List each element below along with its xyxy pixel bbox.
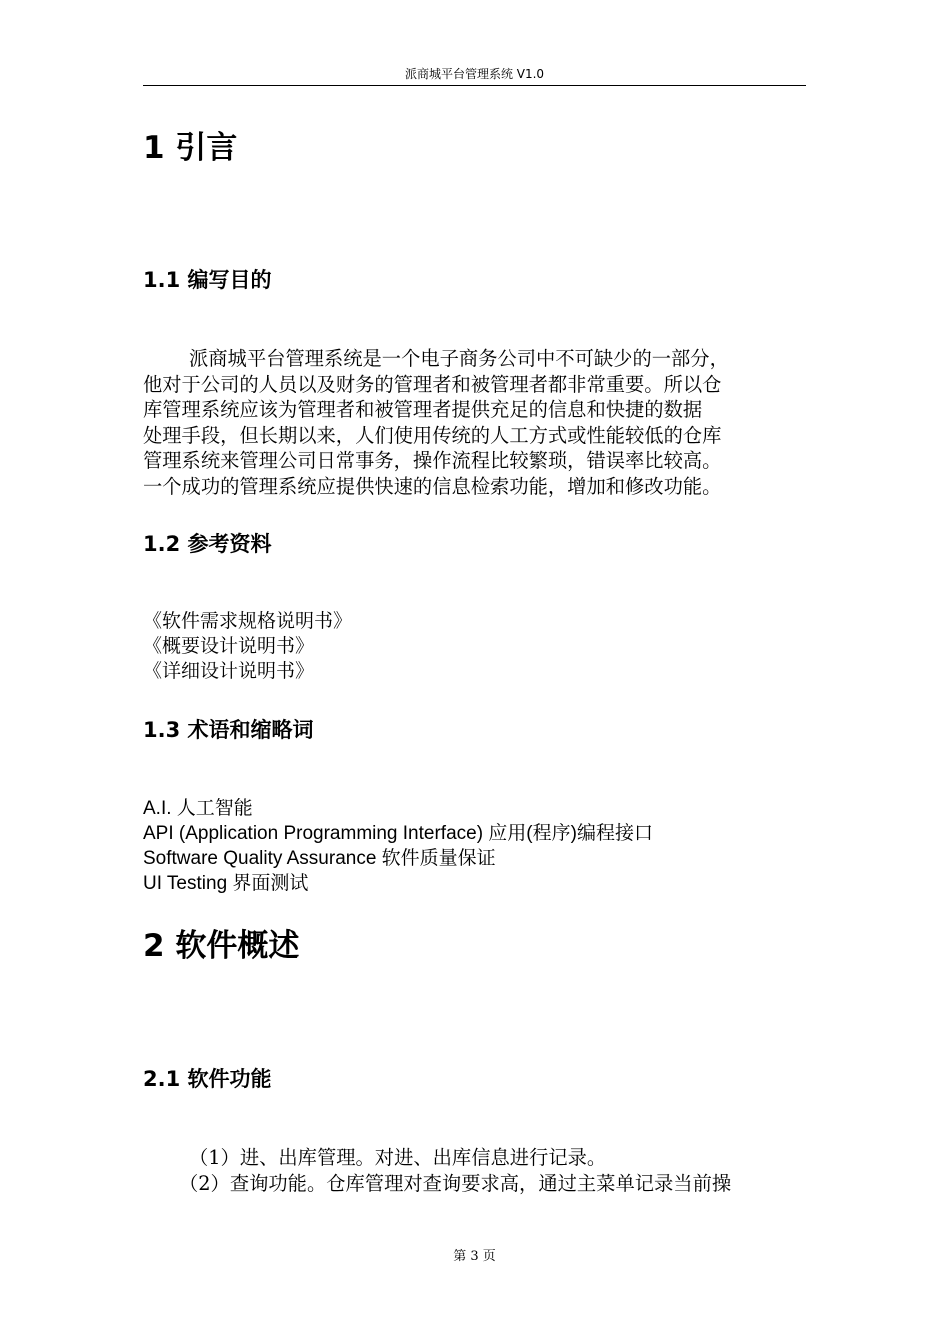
paragraph-line: 一个成功的管理系统应提供快速的信息检索功能，增加和修改功能。 — [143, 474, 722, 498]
header-divider — [143, 85, 806, 86]
paragraph-line: 处理手段，但长期以来，人们使用传统的人工方式或性能较低的仓库 — [143, 423, 722, 447]
page-header: 派商城平台管理系统 V1.0 — [404, 67, 545, 81]
list-item: A.I. 人工智能 — [143, 798, 253, 819]
terms-list — [143, 796, 806, 896]
list-item: API (Application Programming Interface) 应用(程序)编程接口 — [143, 823, 653, 844]
heading-1-introduction: 1 引言 — [143, 130, 238, 166]
heading-1-2-references: 1.2 参考资料 — [143, 532, 272, 556]
heading-2-overview: 2 软件概述 — [143, 928, 300, 964]
paragraph-line: 派商城平台管理系统是一个电子商务公司中不可缺少的一部分， — [189, 347, 729, 370]
heading-1-3-terms: 1.3 术语和缩略词 — [143, 718, 314, 742]
paragraph-line: 他对于公司的人员以及财务的管理者和被管理者都非常重要。所以仓 — [143, 372, 722, 396]
list-item: UI Testing 界面测试 — [143, 873, 309, 894]
list-item: Software Quality Assurance 软件质量保证 — [143, 848, 496, 869]
list-item: 《详细设计说明书》 — [143, 660, 315, 682]
list-item: 《概要设计说明书》 — [143, 635, 315, 657]
paragraph-line: 管理系统来管理公司日常事务，操作流程比较繁琐，错误率比较高。 — [143, 449, 722, 472]
paragraph-line: （1）进、出库管理。对进、出库信息进行记录。 — [189, 1146, 607, 1169]
page-footer: 第 3 页 — [453, 1249, 496, 1264]
heading-1-1-purpose: 1.1 编写目的 — [143, 268, 272, 292]
heading-2-1-functions: 2.1 软件功能 — [143, 1067, 272, 1091]
paragraph-line: （2）查询功能。仓库管理对查询要求高，通过主菜单记录当前操 — [179, 1171, 732, 1195]
purpose-paragraph — [143, 346, 806, 499]
functions-paragraph — [143, 1145, 806, 1196]
list-item: 《软件需求规格说明书》 — [143, 610, 353, 632]
paragraph-line: 库管理系统应该为管理者和被管理者提供充足的信息和快捷的数据 — [143, 398, 703, 421]
references-list — [143, 609, 806, 684]
